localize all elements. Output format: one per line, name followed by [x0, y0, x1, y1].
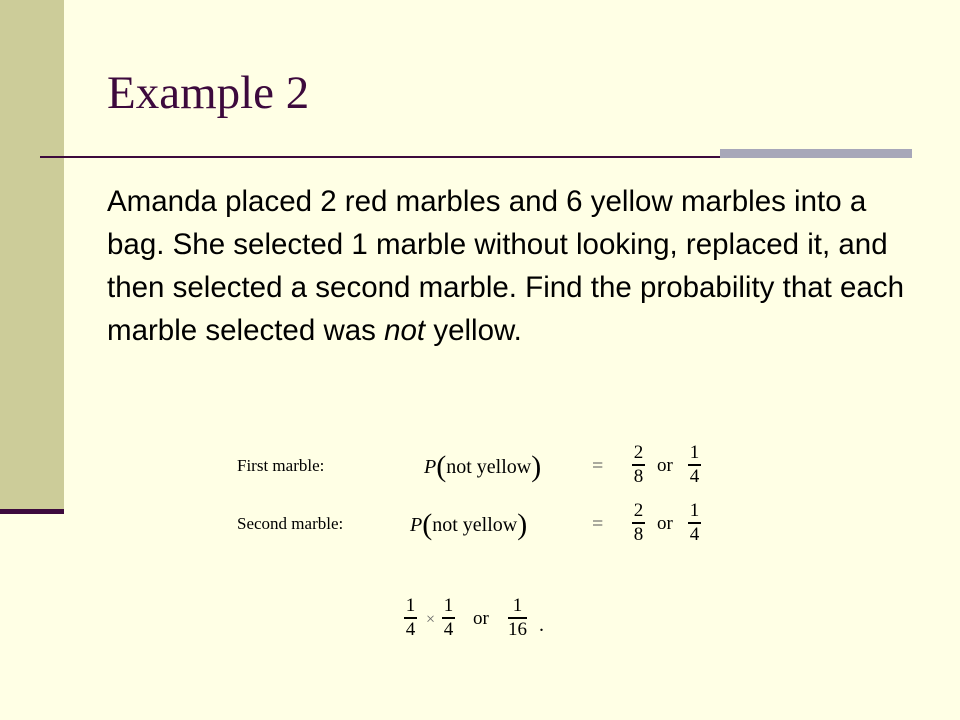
open-paren: (: [422, 508, 433, 541]
second-marble-label: Second marble:: [237, 514, 344, 533]
p-argument: not yellow: [446, 456, 532, 478]
numerator: 1: [443, 595, 454, 616]
sidebar-accent-line: [0, 509, 64, 514]
fraction-2-8: [632, 501, 645, 545]
first-marble-probability: [424, 450, 541, 484]
problem-text-emphasis: not: [384, 314, 426, 347]
problem-text: [107, 180, 917, 352]
fraction-1-4-a: [404, 596, 417, 640]
denominator: 4: [443, 618, 454, 640]
p-symbol: P: [410, 514, 423, 536]
p-symbol: P: [424, 456, 437, 478]
numerator: 1: [512, 595, 523, 616]
fraction-2-8: [632, 443, 645, 487]
denominator: 4: [405, 618, 416, 640]
p-argument: not yellow: [432, 514, 518, 536]
second-marble-probability: [410, 508, 527, 542]
times-sign: ×: [426, 611, 436, 628]
fraction-1-4: [688, 443, 701, 487]
slide-title: Example 2: [107, 67, 310, 119]
open-paren: (: [436, 450, 447, 483]
denominator: 4: [689, 465, 700, 487]
or-word: or: [657, 513, 673, 534]
fraction-1-16: [508, 596, 527, 640]
or-word: or: [657, 455, 673, 476]
equals-sign: =: [592, 455, 604, 477]
numerator: 1: [689, 500, 700, 521]
sidebar-bar: [0, 0, 64, 512]
first-marble-label: First marble:: [237, 456, 325, 475]
numerator: 2: [633, 442, 644, 463]
denominator: 16: [508, 618, 527, 640]
equals-sign: =: [592, 513, 604, 535]
close-paren: ): [517, 508, 528, 541]
fraction-1-4: [688, 501, 701, 545]
numerator: 2: [633, 500, 644, 521]
denominator: 8: [633, 523, 644, 545]
denominator: 4: [689, 523, 700, 545]
denominator: 8: [633, 465, 644, 487]
period: .: [539, 614, 544, 636]
close-paren: ): [531, 450, 542, 483]
title-rule-accent: [720, 149, 912, 158]
problem-text-part2: yellow.: [425, 314, 522, 347]
fraction-1-4-b: [442, 596, 455, 640]
numerator: 1: [405, 595, 416, 616]
numerator: 1: [689, 442, 700, 463]
problem-text-part1: Amanda placed 2 red marbles and 6 yellow marbles into a bag. She selected 1 marble without looking, replaced it, and then selected a second marble. Find the probability that each marble selected was: [107, 185, 904, 347]
or-word: or: [473, 608, 489, 629]
